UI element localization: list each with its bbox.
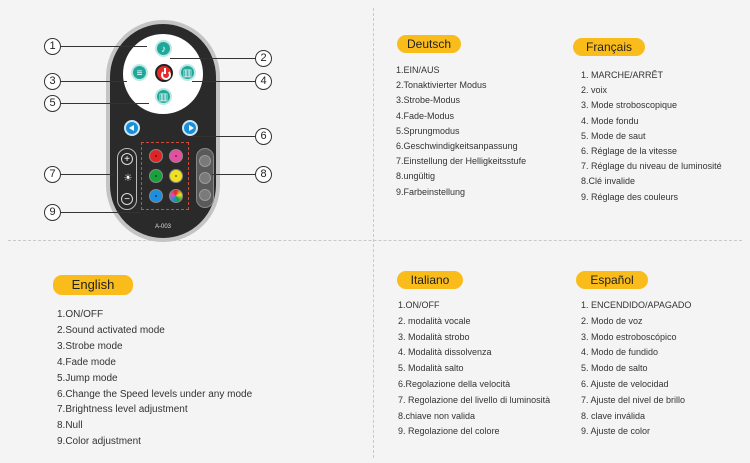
- list-item: 4. Modalità dissolvenza: [398, 347, 492, 358]
- deutsch-title: Deutsch: [397, 35, 461, 53]
- list-item: 8. clave inválida: [581, 410, 646, 421]
- sun-icon: ☀: [123, 173, 133, 184]
- list-item: 1. MARCHE/ARRÊT: [581, 70, 664, 80]
- list-item: 8.ungültig: [396, 171, 436, 182]
- list-item: 7.Einstellung der Helligkeitsstufe: [396, 156, 527, 167]
- callout-5: 5: [44, 95, 61, 112]
- list-item: 2. voix: [581, 85, 608, 96]
- left-arrow-icon: [129, 125, 134, 131]
- list-item: 3. Mode stroboscopique: [581, 100, 678, 111]
- english-list: [57, 307, 252, 450]
- list-item: 9.Color adjustment: [57, 436, 141, 448]
- callout-3: 3: [44, 73, 61, 90]
- list-item: 7.Brightness level adjustment: [57, 404, 188, 416]
- list-item: 5. Modo de salto: [581, 363, 648, 374]
- remote-body: [106, 20, 220, 242]
- list-item: 9. Regolazione del colore: [398, 426, 500, 437]
- callout-6: 6: [255, 128, 272, 145]
- list-item: 2. Modo de voz: [581, 315, 643, 326]
- color-button-blue[interactable]: [149, 189, 163, 203]
- list-item: 1.ON/OFF: [398, 300, 440, 310]
- callout-2: 2: [255, 50, 272, 67]
- sound-mode-button[interactable]: [155, 40, 172, 57]
- brightness-up-button[interactable]: +: [121, 153, 133, 165]
- list-item: 9. Réglage des couleurs: [581, 191, 679, 202]
- callout-8: 8: [255, 166, 272, 183]
- color-button-yellow[interactable]: [169, 169, 183, 183]
- list-item: 1.EIN/AUS: [396, 65, 440, 75]
- list-item: 9. Ajuste de color: [581, 426, 651, 437]
- espanol-title: Español: [576, 271, 648, 289]
- leader-line-9: [61, 212, 141, 213]
- fade-bars-icon: ▥: [182, 68, 193, 79]
- leader-line-5: [61, 103, 149, 104]
- speed-up-button[interactable]: [182, 120, 198, 136]
- leader-line-7: [61, 174, 114, 175]
- list-item: 5. Mode de saut: [581, 130, 646, 141]
- strobe-icon: ≡: [136, 68, 143, 79]
- leader-line-8: [212, 174, 255, 175]
- list-item: 6. Ajuste de velocidad: [581, 378, 669, 389]
- color-button-rainbow[interactable]: [169, 189, 183, 203]
- leader-line-2: [170, 58, 255, 59]
- color-button-grid: [141, 142, 189, 210]
- francais-list: [581, 68, 722, 205]
- jump-bars-icon: ▥: [158, 92, 169, 103]
- list-item: 5. Modalità salto: [398, 363, 464, 374]
- list-item: 4. Mode fondu: [581, 115, 639, 126]
- list-item: 3. Modalità strobo: [398, 331, 470, 342]
- list-item: 1.ON/OFF: [57, 309, 104, 320]
- color-button-red[interactable]: [149, 149, 163, 163]
- list-item: 4.Fade-Modus: [396, 110, 455, 121]
- horizontal-divider: [8, 240, 742, 241]
- list-item: 1. ENCENDIDO/APAGADO: [581, 300, 692, 310]
- list-item: 3.Strobe-Modus: [396, 95, 461, 106]
- right-arrow-icon: [189, 125, 194, 131]
- list-item: 7. Regolazione del livello di luminosità: [398, 394, 551, 405]
- callout-7: 7: [44, 166, 61, 183]
- list-item: 6.Geschwindigkeitsanpassung: [396, 141, 518, 152]
- list-item: 2.Sound activated mode: [57, 324, 165, 336]
- list-item: 5.Jump mode: [57, 372, 118, 384]
- brightness-control: [117, 148, 137, 210]
- list-item: 6. Réglage de la vitesse: [581, 146, 678, 157]
- null-button-middle[interactable]: [199, 172, 211, 184]
- francais-title: Français: [573, 38, 645, 56]
- espanol-list: [581, 298, 691, 440]
- callout-1: 1: [44, 38, 61, 55]
- list-item: 8.Clé invalide: [581, 176, 636, 187]
- list-item: 3.Strobe mode: [57, 340, 123, 352]
- model-label: A-003: [154, 224, 171, 230]
- null-button-top[interactable]: [199, 155, 211, 167]
- leader-line-1: [61, 46, 147, 47]
- english-title: English: [53, 275, 133, 295]
- list-item: 7. Réglage du niveau de luminosité: [581, 161, 722, 172]
- leader-line-4: [192, 81, 255, 82]
- leader-line-6: [192, 136, 255, 137]
- strobe-mode-button[interactable]: [131, 64, 148, 81]
- callout-4: 4: [255, 73, 272, 90]
- deutsch-list: [396, 63, 526, 200]
- list-item: 2.Tonaktivierter Modus: [396, 80, 487, 91]
- italiano-title: Italiano: [397, 271, 463, 289]
- brightness-down-button[interactable]: −: [121, 193, 133, 205]
- callout-9: 9: [44, 204, 61, 221]
- color-button-pink[interactable]: [169, 149, 183, 163]
- list-item: 5.Sprungmodus: [396, 125, 460, 136]
- remote-illustration: [0, 0, 373, 240]
- vertical-divider: [373, 8, 374, 458]
- color-button-green[interactable]: [149, 169, 163, 183]
- leader-line-3: [61, 81, 127, 82]
- list-item: 6.Change the Speed levels under any mode: [57, 388, 253, 400]
- list-item: 4. Modo de fundido: [581, 347, 659, 358]
- music-note-icon: ♪: [161, 44, 166, 55]
- null-button-bottom[interactable]: [199, 189, 211, 201]
- list-item: 2. modalità vocale: [398, 315, 471, 326]
- list-item: 8.Null: [57, 420, 83, 432]
- italiano-list: [398, 298, 550, 440]
- speed-down-button[interactable]: [124, 120, 140, 136]
- jump-mode-button[interactable]: [155, 88, 172, 105]
- list-item: 6.Regolazione della velocità: [398, 378, 511, 389]
- fade-mode-button[interactable]: [179, 64, 196, 81]
- power-button[interactable]: [155, 64, 173, 82]
- list-item: 7. Ajuste del nivel de brillo: [581, 394, 686, 405]
- null-button-column: [196, 148, 214, 208]
- list-item: 4.Fade mode: [57, 356, 116, 368]
- list-item: 8.chiave non valida: [398, 410, 476, 421]
- list-item: 9.Farbeinstellung: [396, 186, 466, 197]
- list-item: 3. Modo estroboscópico: [581, 331, 677, 342]
